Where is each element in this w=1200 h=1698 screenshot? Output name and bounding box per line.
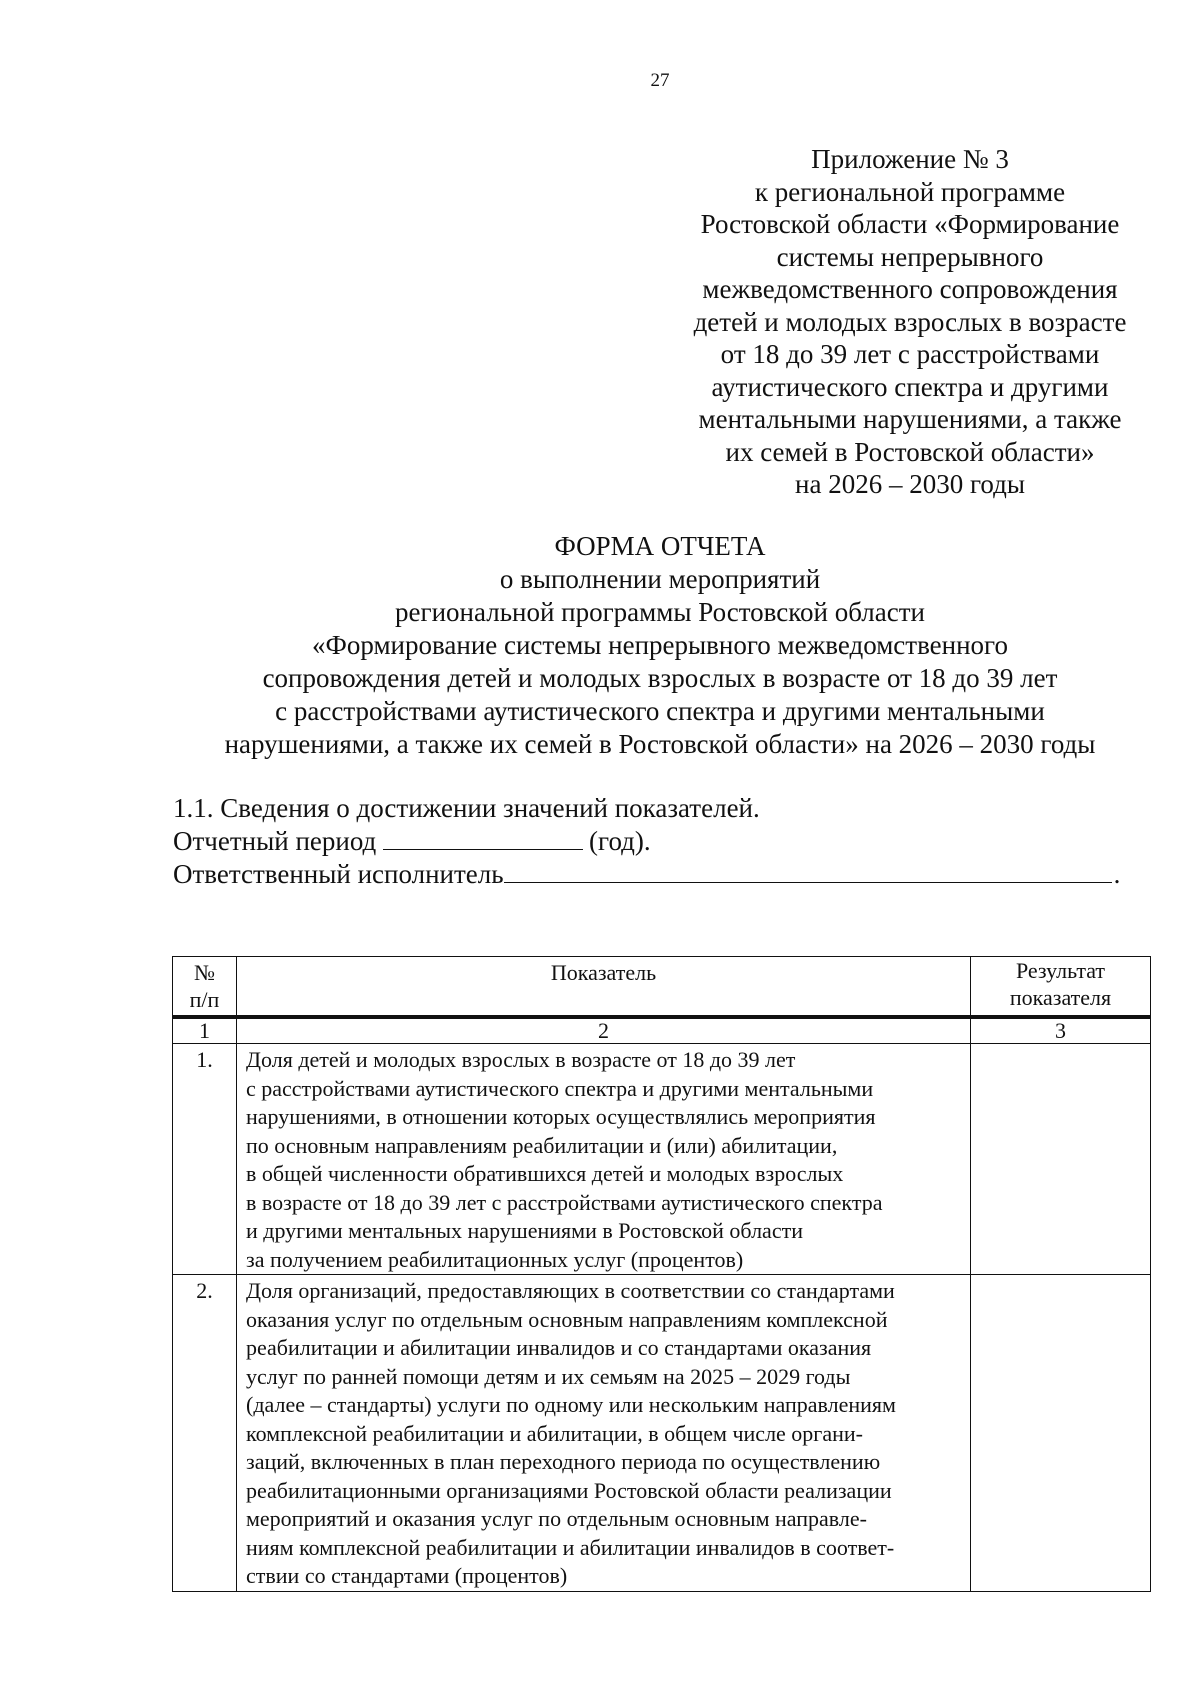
executor-blank-field[interactable] (504, 858, 1112, 883)
appendix-line: к региональной программе (754, 176, 1066, 207)
period-suffix: (год). (589, 826, 651, 856)
column-numbers-row (173, 1017, 1151, 1044)
section-heading: 1.1. Сведения о достижении значений показателей. (173, 793, 760, 823)
header-result-line: Результат (1015, 958, 1106, 983)
form-title (150, 530, 1170, 761)
result-cell[interactable] (971, 1275, 1151, 1592)
indicator-line: ствии со стандартами (процентов) (246, 1563, 568, 1588)
form-title-line: сопровождения детей и молодых взрослых в возрасте от 18 до 39 лет (262, 663, 1058, 693)
indicator-line: и другими ментальных нарушениями в Ростовской области (246, 1218, 803, 1243)
table-row (173, 1044, 1151, 1275)
appendix-line: их семей в Ростовской области» (725, 436, 1095, 467)
page-number: 27 (650, 70, 670, 91)
appendix-line: на 2026 – 2030 годы (795, 469, 1025, 499)
indicator-line: реабилитационными организациями Ростовской области реализации (246, 1477, 892, 1503)
column-number: 1 (173, 1017, 237, 1044)
indicator-cell (237, 1044, 971, 1275)
result-cell[interactable] (971, 1044, 1151, 1275)
header-result-line: показателя (1009, 985, 1112, 1010)
table-row (173, 1275, 1151, 1592)
period-blank-field[interactable] (383, 825, 583, 850)
indicator-line: по основным направлениям реабилитации и (или) абилитации, (246, 1132, 838, 1158)
period-line (173, 825, 1120, 858)
form-title-line: нарушениями, а также их семей в Ростовской области» на 2026 – 2030 годы (224, 729, 1096, 759)
form-title-line: ФОРМА ОТЧЕТА (554, 531, 766, 561)
indicator-line: оказания услуг по отдельным основным направлениям комплексной (246, 1306, 888, 1332)
indicator-line: реабилитации и абилитации инвалидов и со стандартами оказания (246, 1335, 872, 1360)
indicator-cell (237, 1275, 971, 1592)
table-header-row (173, 957, 1151, 1018)
form-title-line: «Формирование системы непрерывного межведомственного (312, 630, 1008, 660)
appendix-line: межведомственного сопровождения (702, 274, 1118, 304)
indicator-line: Доля организаций, предоставляющих в соответствии со стандартами (246, 1278, 895, 1303)
indicator-line: комплексной реабилитации и абилитации, в общем числе органи- (246, 1420, 863, 1446)
appendix-line: аутистического спектра и другими (711, 371, 1109, 402)
indicator-line: услуг по ранней помощи детям и их семьям на 2025 – 2029 годы (246, 1363, 851, 1389)
column-number: 2 (237, 1017, 971, 1044)
indicator-line: (далее – стандарты) услуги по одному или нескольким направлениям (246, 1392, 896, 1417)
indicator-line: в общей численности обратившихся детей и молодых взрослых (246, 1161, 844, 1186)
indicator-line: с расстройствами аутистического спектра и другими ментальными (246, 1075, 874, 1101)
appendix-line: Ростовской области «Формирование (700, 209, 1120, 239)
report-info (173, 792, 1120, 891)
indicator-line: Доля детей и молодых взрослых в возрасте от 18 до 39 лет (246, 1047, 796, 1072)
executor-line (173, 858, 1120, 891)
appendix-line: детей и молодых взрослых в возрасте (693, 306, 1127, 337)
form-title-line: о выполнении мероприятий (499, 564, 821, 594)
executor-label: Ответственный исполнитель (173, 859, 504, 889)
appendix-block (660, 143, 1160, 501)
header-result (971, 957, 1151, 1018)
row-number: 1. (173, 1044, 237, 1275)
period-label: Отчетный период (173, 826, 377, 856)
header-indicator: Показатель (237, 957, 971, 1018)
indicator-line: заций, включенных в план переходного периода по осуществлению (246, 1449, 881, 1474)
header-num (173, 957, 237, 1018)
header-num-line: п/п (189, 987, 220, 1012)
form-title-line: региональной программы Ростовской области (395, 597, 925, 627)
indicator-line: нарушениями, в отношении которых осуществлялись мероприятия (246, 1104, 876, 1129)
executor-suffix: . (1113, 859, 1121, 889)
indicator-line: мероприятий и оказания услуг по отдельным основным направле- (246, 1506, 867, 1531)
indicator-line: в возрасте от 18 до 39 лет с расстройствами аутистического спектра (246, 1189, 883, 1215)
column-number: 3 (971, 1017, 1151, 1044)
appendix-line: системы непрерывного (776, 241, 1044, 272)
form-title-line: с расстройствами аутистического спектра и другими ментальными (275, 696, 1045, 726)
indicators-table (172, 956, 1151, 1592)
indicator-line: ниям комплексной реабилитации и абилитации инвалидов в соответ- (246, 1534, 895, 1560)
appendix-line: Приложение № 3 (811, 144, 1009, 174)
indicator-line: за получением реабилитационных услуг (процентов) (246, 1246, 744, 1272)
appendix-line: ментальными нарушениями, а также (698, 404, 1122, 434)
row-number: 2. (173, 1275, 237, 1592)
header-num-line: № (194, 960, 215, 985)
appendix-line: от 18 до 39 лет с расстройствами (720, 339, 1100, 369)
